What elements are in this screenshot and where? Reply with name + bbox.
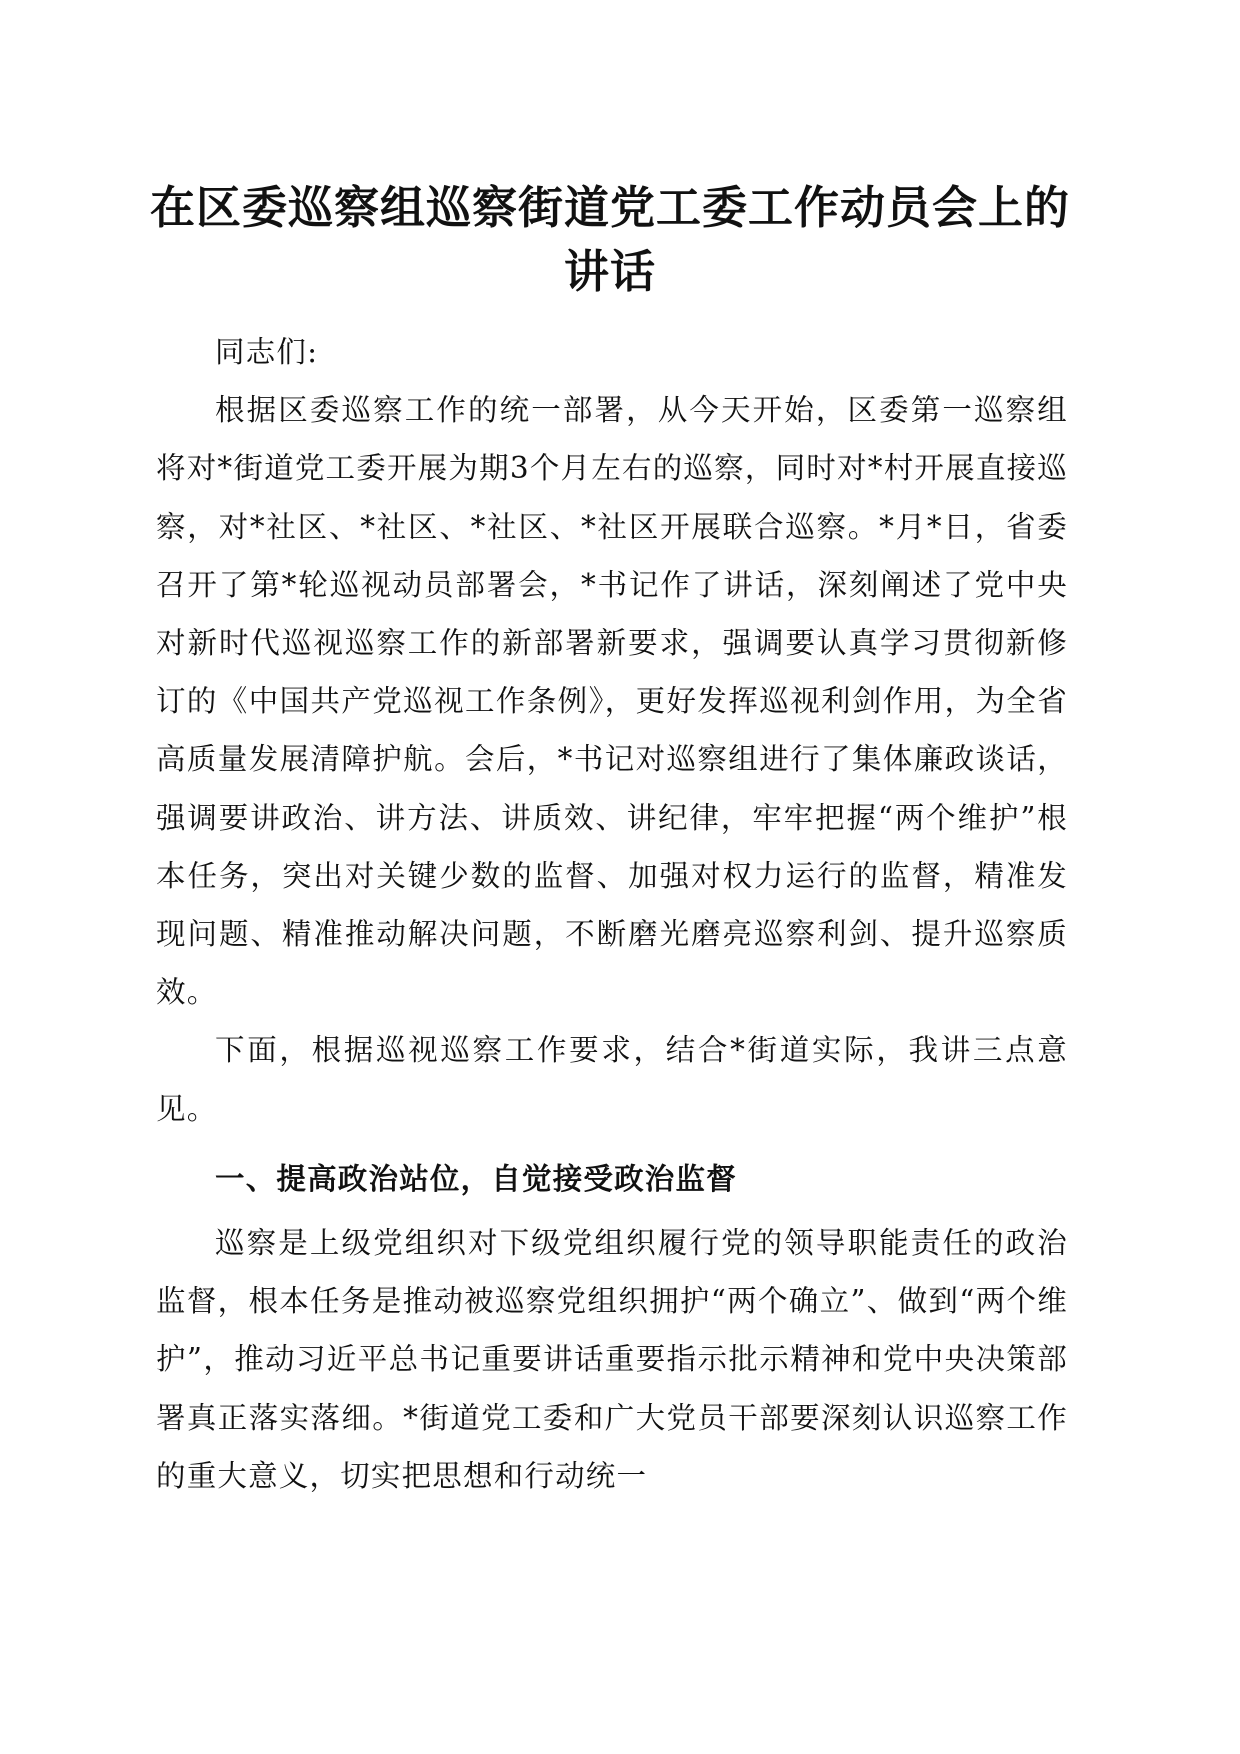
document-title: 在区委巡察组巡察街道党工委工作动员会上的讲话: [150, 181, 1071, 298]
salutation: 同志们:: [215, 335, 319, 369]
document-body: [156, 323, 1068, 1505]
section-heading-1: 一、提高政治站位，自觉接受政治监督: [215, 1161, 737, 1196]
section-1-paragraph: 巡察是上级党组织对下级党组织履行党的领导职能责任的政治监督，根本任务是推动被巡察党组织拥护“两个确立”、做到“两个维护”，推动习近平总书记重要讲话重要指示批示精神和党中央决策部署真正落实落细。*街道党工委和广大党员干部要深刻认识巡察工作的重大意义，切实把思想和行动统一: [156, 1226, 1068, 1493]
body-paragraph-2: 下面，根据巡视巡察工作要求，结合*街道实际，我讲三点意见。: [156, 1033, 1068, 1126]
body-paragraph-1: 根据区委巡察工作的统一部署，从今天开始，区委第一巡察组将对*街道党工委开展为期3个月左右的巡察，同时对*村开展直接巡察，对*社区、*社区、*社区、*社区开展联合巡察。*月*日，省委召开了第*轮巡视动员部署会，*书记作了讲话，深刻阐述了党中央对新时代巡视巡察工作的新部署新要求，强调要认真学习贯彻新修订的《中国共产党巡视工作条例》，更好发挥巡视利剑作用，为全省高质量发展清障护航。会后，*书记对巡察组进行了集体廉政谈话，强调要讲政治、讲方法、讲质效、讲纪律，牢牢把握“两个维护”根本任务，突出对关键少数的监督、加强对权力运行的监督，精准发现问题、精准推动解决问题，不断磨光磨亮巡察利剑、提升巡察质效。: [156, 393, 1068, 1010]
